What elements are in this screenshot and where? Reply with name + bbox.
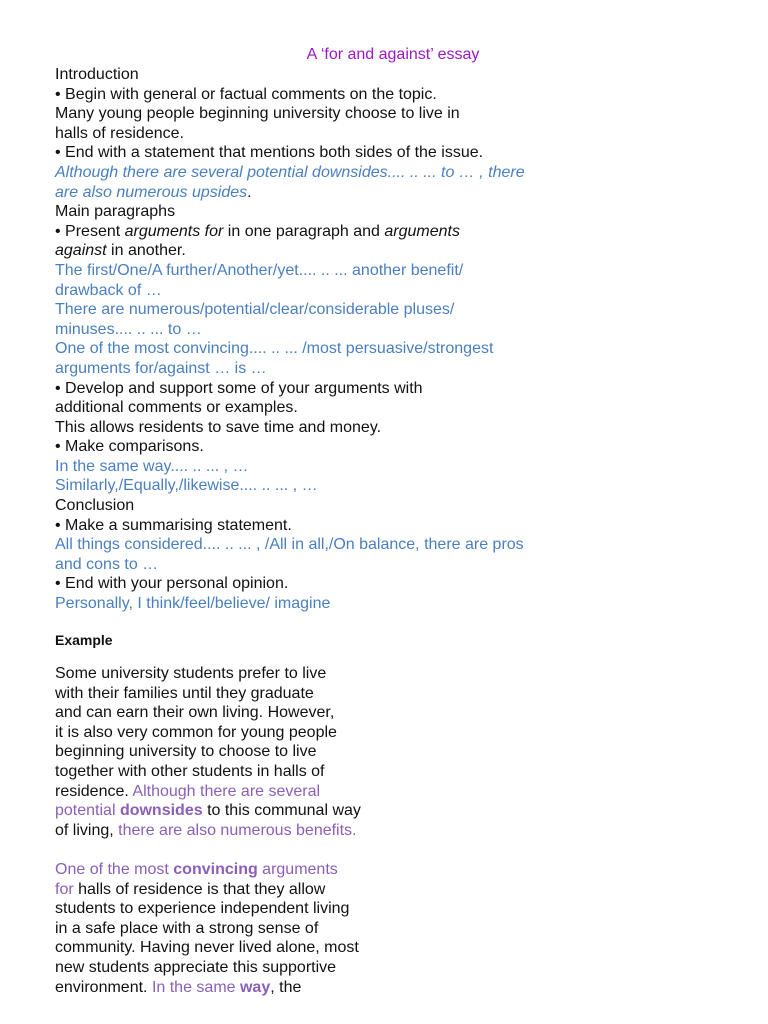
useful-phrase: and cons to … bbox=[55, 555, 159, 573]
useful-phrase: Similarly,/Equally,/likewise.... .. ... , … bbox=[55, 477, 318, 495]
highlight-phrase: Although there are several bbox=[132, 782, 321, 800]
highlight-phrase: for bbox=[55, 880, 74, 898]
highlight-phrase: potential bbox=[55, 802, 120, 820]
useful-phrase: All things considered.... .. ... , /All in all,/On balance, there are pros bbox=[55, 536, 524, 554]
bullet-present-line bbox=[55, 241, 755, 261]
useful-phrase: Personally, I think/feel/believe/ imagine bbox=[55, 595, 331, 613]
essay-line: Some university students prefer to live bbox=[55, 665, 327, 682]
essay-line bbox=[55, 821, 455, 841]
bullet-summarise: • Make a summarising statement. bbox=[55, 516, 292, 534]
useful-phrase: Although there are several potential downsides.... .. ... to … , there bbox=[55, 163, 525, 181]
page-title: A ‘for and against’ essay bbox=[306, 46, 480, 63]
essay-line bbox=[55, 782, 455, 802]
useful-phrase: minuses.... .. ... to … bbox=[55, 320, 202, 338]
useful-phrase: One of the most convincing.... .. ... /most persuasive/strongest bbox=[55, 340, 494, 358]
example-sentence: Many young people beginning university choose to live in bbox=[55, 105, 460, 123]
bullet-end-statement: • End with a statement that mentions both sides of the issue. bbox=[55, 144, 484, 162]
highlight-keyword: way bbox=[239, 978, 271, 996]
essay-text: halls of residence is that they allow bbox=[73, 880, 326, 898]
punctuation: . bbox=[247, 183, 252, 201]
essay-line bbox=[55, 860, 455, 880]
highlight-phrase: arguments bbox=[257, 860, 338, 878]
emphasis-text: against bbox=[55, 242, 107, 260]
section-heading-introduction: Introduction bbox=[55, 66, 139, 83]
essay-line: in a safe place with a strong sense of bbox=[55, 919, 319, 937]
useful-phrase: arguments for/against … is … bbox=[55, 359, 267, 377]
section-heading-main-paragraphs: Main paragraphs bbox=[55, 203, 176, 221]
bullet-develop: • Develop and support some of your arguments with bbox=[55, 379, 423, 397]
essay-line bbox=[55, 978, 455, 998]
bullet-begin: • Begin with general or factual comments on the topic. bbox=[55, 85, 437, 103]
essay-line: community. Having never lived alone, most bbox=[55, 939, 359, 957]
emphasis-text: arguments bbox=[384, 222, 460, 240]
essay-line bbox=[55, 801, 455, 821]
useful-phrase: drawback of … bbox=[55, 281, 162, 299]
essay-line: and can earn their own living. However, bbox=[55, 704, 335, 722]
useful-phrase: The first/One/A further/Another/yet.... .. ... another benefit/ bbox=[55, 261, 464, 279]
bullet-develop: additional comments or examples. bbox=[55, 399, 298, 417]
bullet-text: • Present bbox=[55, 222, 125, 240]
essay-line: new students appreciate this supportive bbox=[55, 958, 337, 976]
essay-line bbox=[55, 880, 455, 900]
essay-line: it is also very common for young people bbox=[55, 723, 337, 741]
highlight-phrase: One of the most bbox=[55, 860, 174, 878]
essay-text: to this communal way bbox=[202, 802, 361, 820]
example-sentence: halls of residence. bbox=[55, 124, 184, 142]
paragraph-gap bbox=[55, 840, 455, 860]
essay-guide bbox=[55, 65, 755, 614]
essay-text: . bbox=[124, 782, 133, 800]
useful-phrase-line bbox=[55, 183, 755, 203]
essay-text: . bbox=[143, 978, 152, 996]
example-heading: Example bbox=[55, 632, 113, 648]
essay-line: beginning university to choose to live bbox=[55, 743, 317, 761]
useful-phrase: In the same way.... .. ... , … bbox=[55, 457, 249, 475]
highlight-phrase: there are also numerous benefits. bbox=[118, 821, 357, 839]
section-heading-conclusion: Conclusion bbox=[55, 497, 135, 515]
highlight-keyword: downsides bbox=[119, 802, 203, 820]
bullet-text: in another. bbox=[106, 242, 186, 260]
essay-line: together with other students in halls of bbox=[55, 762, 325, 780]
highlight-keyword: convincing bbox=[173, 860, 258, 878]
essay-text: of living, bbox=[55, 821, 119, 839]
useful-phrase: are also numerous upsides bbox=[55, 183, 248, 201]
bullet-comparisons: • Make comparisons. bbox=[55, 438, 204, 456]
essay-text: residence bbox=[55, 782, 125, 800]
essay-line: with their families until they graduate bbox=[55, 684, 314, 702]
essay-line: students to experience independent living bbox=[55, 900, 350, 918]
emphasis-text: arguments for bbox=[124, 222, 224, 240]
essay-text: , the bbox=[270, 978, 302, 996]
useful-phrase: There are numerous/potential/clear/considerable pluses/ bbox=[55, 301, 455, 319]
essay-text: environment bbox=[55, 978, 144, 996]
bullet-text: in one paragraph and bbox=[223, 222, 385, 240]
example-essay bbox=[55, 664, 455, 997]
highlight-phrase: In the same bbox=[151, 978, 240, 996]
bullet-present-line bbox=[55, 222, 755, 242]
example-sentence: This allows residents to save time and money. bbox=[55, 418, 382, 436]
bullet-opinion: • End with your personal opinion. bbox=[55, 575, 289, 593]
